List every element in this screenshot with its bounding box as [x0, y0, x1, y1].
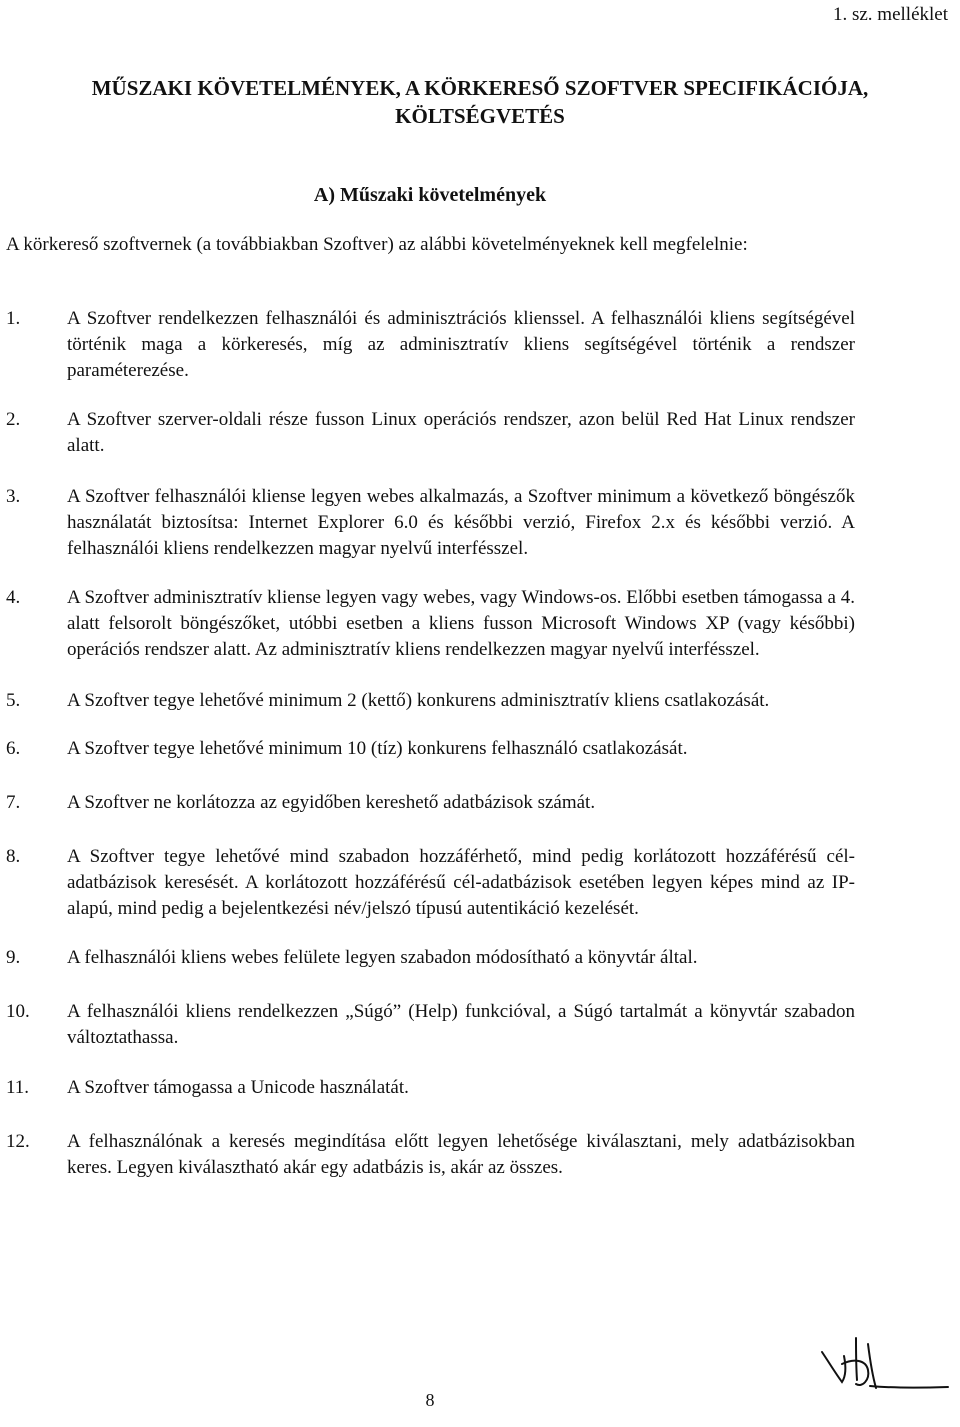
intro-paragraph: A körkereső szoftvernek (a továbbiakban Szoftver) az alábbi követelményeknek kell megfelelnie: — [6, 234, 748, 255]
item-text: A felhasználói kliens webes felülete legyen szabadon módosítható a könyvtár által. — [67, 947, 698, 968]
item-text: A Szoftver tegye lehetővé minimum 10 (tíz) konkurens felhasználó csatlakozását. — [67, 738, 688, 759]
item-text: A Szoftver adminisztratív kliense legyen vagy webes, vagy Windows-os. Előbbi esetben támogassa a 4. alatt felsorolt böngészőket, utóbbi esetben a kliens fusson Microsoft Windows XP (vagy későbbi) operációs rendszer alatt. Az adminisztratív kliens rendelkezzen magyar nyelvű interfésszel. — [67, 587, 855, 660]
requirements-list — [0, 306, 960, 1181]
item-text: A Szoftver támogassa a Unicode használatát. — [67, 1077, 409, 1098]
item-number: 11. — [6, 1077, 30, 1098]
list-item — [0, 999, 960, 1051]
item-number: 3. — [6, 486, 21, 507]
item-text: A felhasználói kliens rendelkezzen „Súgó” (Help) funkcióval, a Súgó tartalmát a könyvtár szabadon változtathassa. — [67, 1001, 855, 1048]
item-text: A Szoftver tegye lehetővé minimum 2 (kettő) konkurens adminisztratív kliens csatlakozását. — [67, 690, 770, 711]
list-item — [0, 484, 960, 562]
list-item — [0, 407, 960, 459]
item-number: 1. — [6, 308, 21, 329]
item-text: A Szoftver szerver-oldali része fusson Linux operációs rendszer, azon belül Red Hat Linux rendszer alatt. — [67, 409, 855, 456]
list-item — [0, 844, 960, 922]
title-line-2: KÖLTSÉGVETÉS — [395, 104, 565, 128]
list-item — [0, 1075, 960, 1101]
item-text: A Szoftver tegye lehetővé mind szabadon hozzáférhető, mind pedig korlátozott hozzáférésű cél-adatbázisok keresését. A korlátozott hozzáférésű cél-adatbázisok esetében legyen képes mind az IP-alapú, mind pedig a bejelentkezési név/jelszó típusú autentikáció kezelését. — [67, 846, 855, 919]
list-item — [0, 1129, 960, 1181]
list-item — [0, 306, 960, 384]
item-text: A felhasználónak a keresés megindítása előtt legyen lehetősége kiválasztani, mely adatbázisokban keres. Legyen kiválasztható akár egy adatbázis is, akár az összes. — [67, 1131, 855, 1178]
list-item — [0, 688, 960, 714]
list-item — [0, 585, 960, 663]
item-number: 6. — [6, 738, 21, 759]
item-number: 4. — [6, 587, 21, 608]
section-title: A) Műszaki követelmények — [313, 184, 547, 206]
handwritten-signature-icon — [812, 1330, 952, 1410]
item-number: 9. — [6, 947, 21, 968]
annex-label: 1. sz. melléklet — [832, 4, 948, 25]
item-number: 2. — [6, 409, 21, 430]
item-text: A Szoftver rendelkezzen felhasználói és adminisztrációs klienssel. A felhasználói kliens segítségével történik maga a körkeresés, míg az adminisztratív kliens segítségével történik a rendszer paraméterezése. — [67, 308, 855, 381]
item-text: A Szoftver ne korlátozza az egyidőben kereshető adatbázisok számát. — [67, 792, 596, 813]
item-number: 10. — [6, 1001, 30, 1022]
list-item — [0, 736, 960, 762]
list-item — [0, 790, 960, 816]
item-number: 8. — [6, 846, 21, 867]
item-text: A Szoftver felhasználói kliense legyen webes alkalmazás, a Szoftver minimum a következő böngészők használatát biztosítsa: Internet Explorer 6.0 és későbbi verzió, Firefox 2.x és későbbi verzió. A felhasználói kliens rendelkezzen magyar nyelvű interfésszel. — [67, 486, 855, 559]
page-title — [0, 74, 960, 130]
list-item — [0, 945, 960, 971]
item-number: 5. — [6, 690, 21, 711]
item-number: 7. — [6, 792, 21, 813]
title-line-1: MŰSZAKI KÖVETELMÉNYEK, A KÖRKERESŐ SZOFTVER SPECIFIKÁCIÓJA, — [91, 76, 869, 100]
page-number: 8 — [425, 1390, 435, 1410]
item-number: 12. — [6, 1131, 30, 1152]
